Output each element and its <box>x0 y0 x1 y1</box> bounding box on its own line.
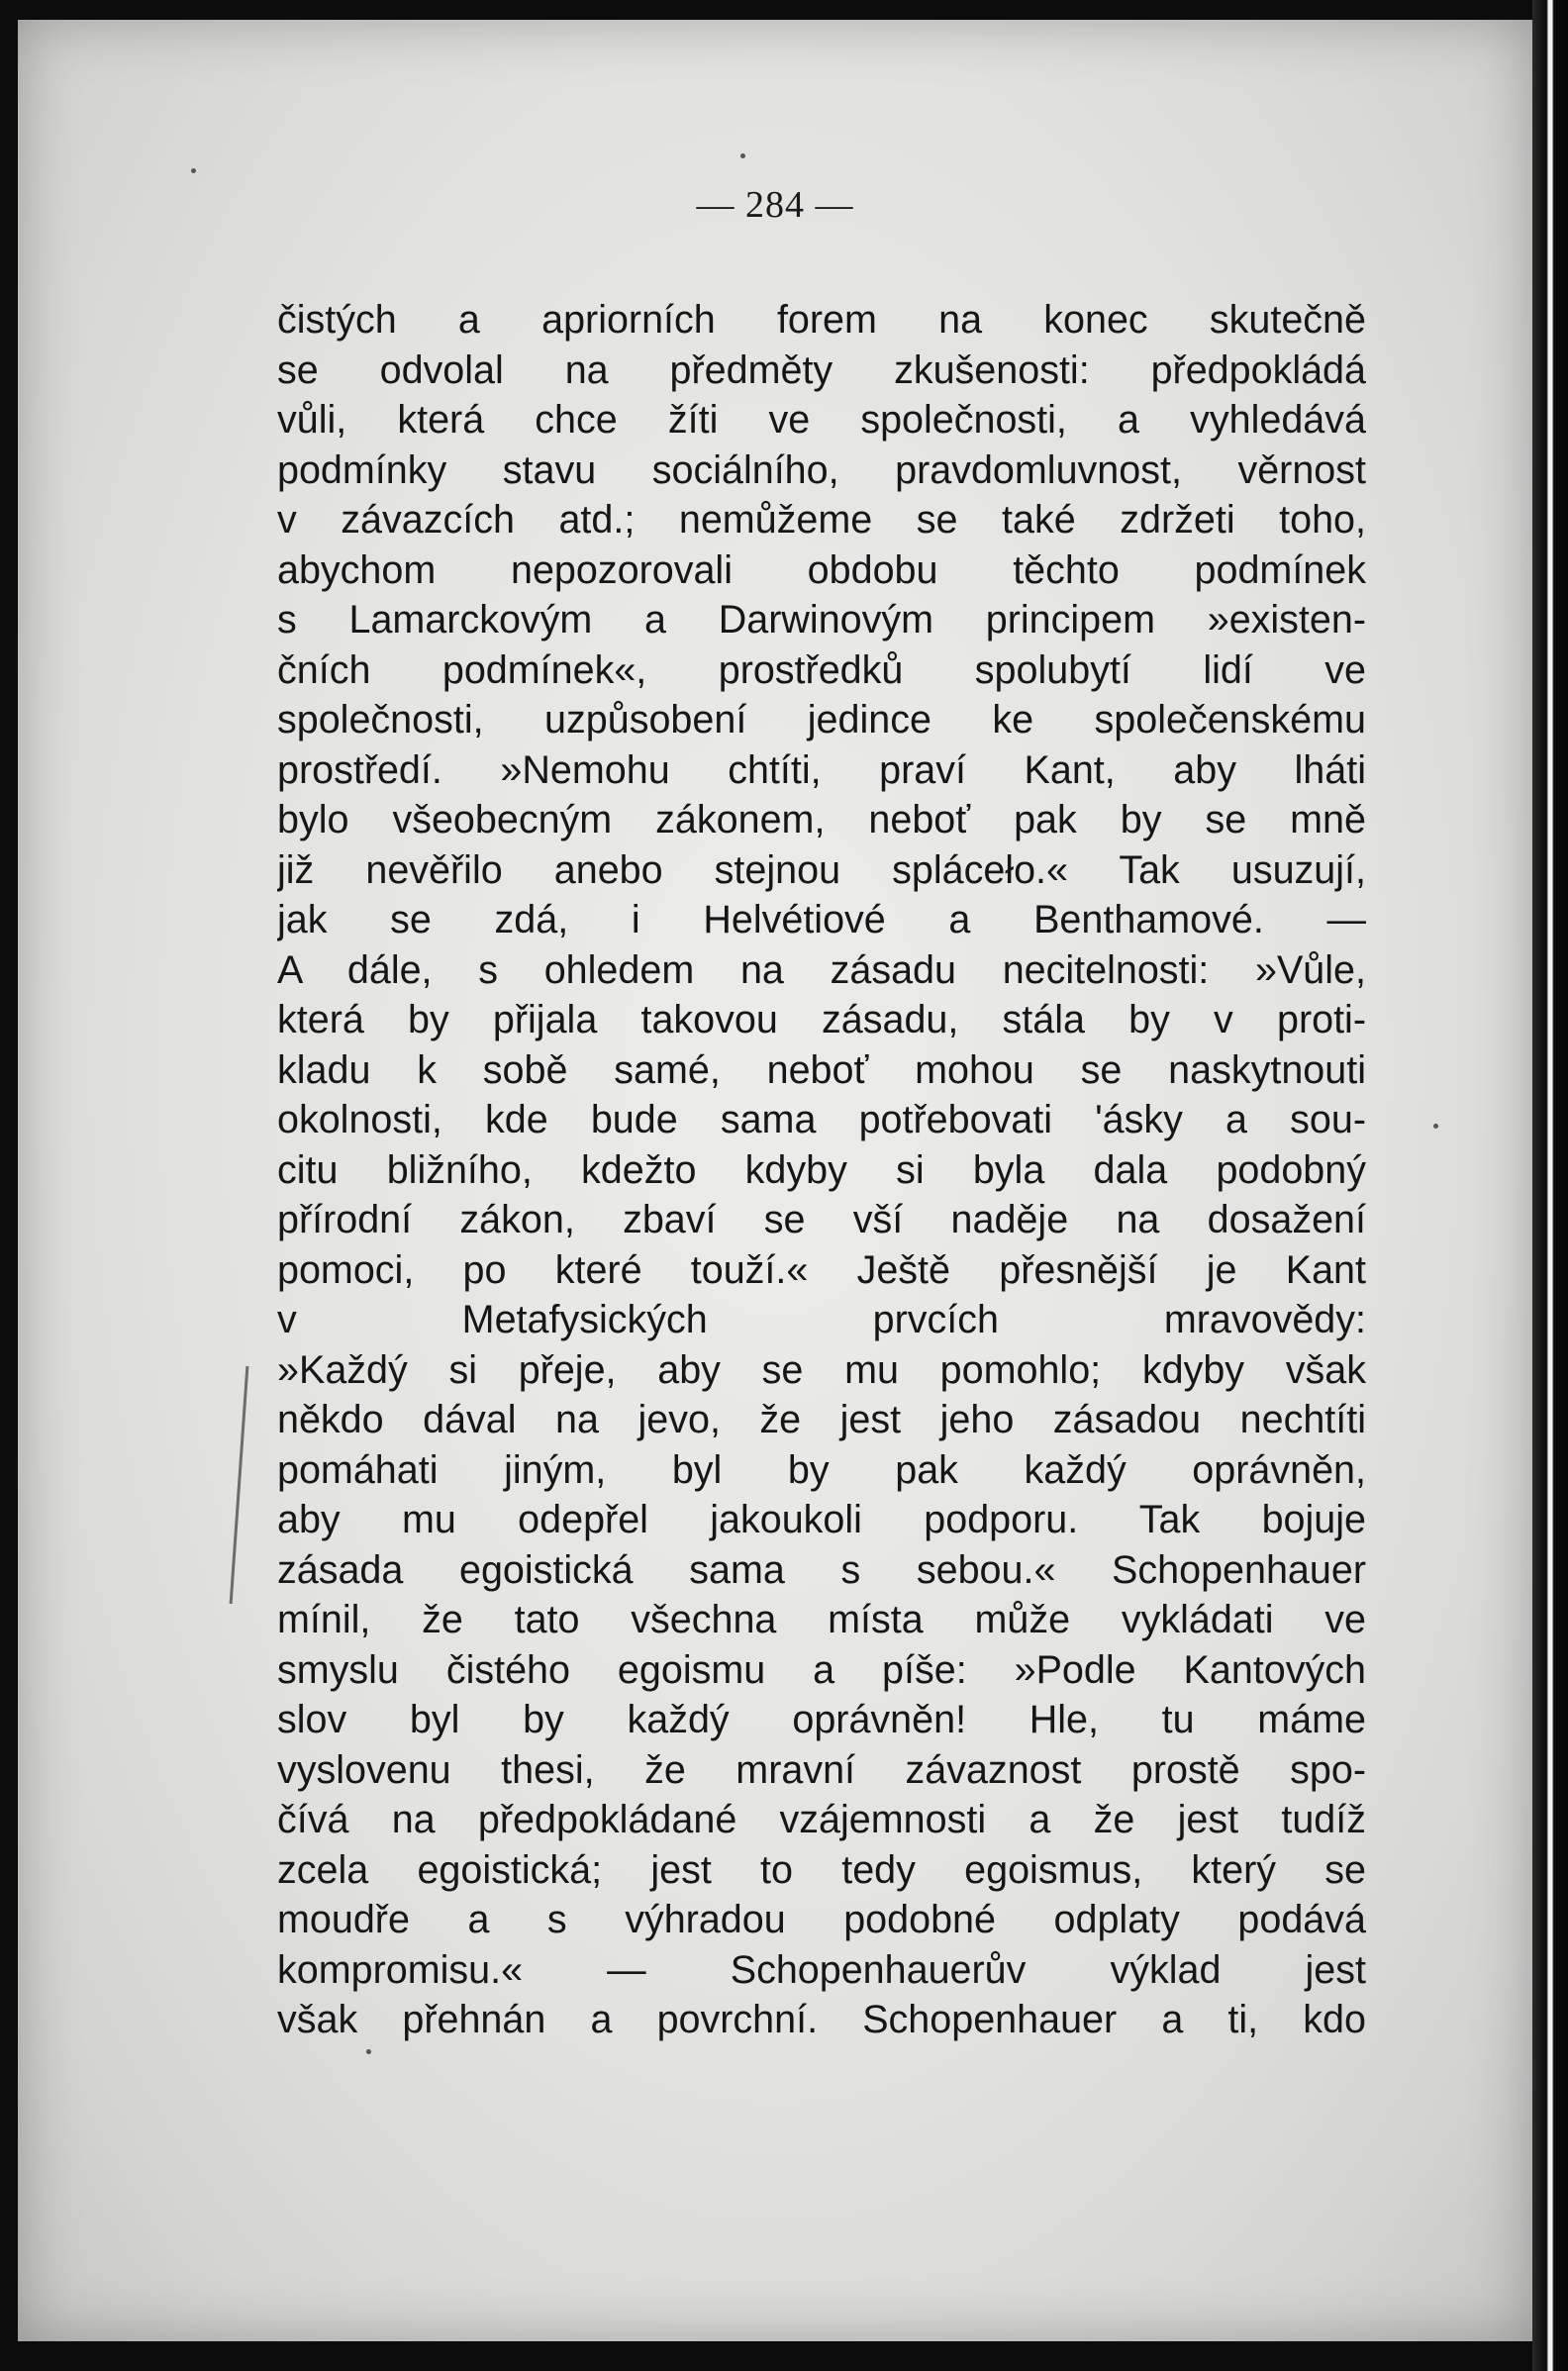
text-line: kladu k sobě samé, neboť mohou se naskytnouti <box>277 1047 1366 1092</box>
text-line: smyslu čistého egoismu a píše: »Podle Kantových <box>277 1647 1366 1692</box>
text-line: prostředí. »Nemohu chtíti, praví Kant, aby lháti <box>277 747 1366 792</box>
text-line: »Každý si přeje, aby se mu pomohlo; kdyby však <box>277 1347 1366 1392</box>
text-line: mínil, že tato všechna místa může vykládati ve <box>277 1598 1366 1641</box>
text-line: vůli, která chce žíti ve společnosti, a vyhledává <box>277 398 1366 442</box>
text-line: podmínky stavu sociálního, pravdomluvnost, věrnost <box>277 447 1366 492</box>
text-line: pomáhati jiným, byl by pak každý oprávněn, <box>277 1447 1366 1492</box>
page-edge-binding <box>1532 0 1568 2371</box>
text-line: citu bližního, kdežto kdyby si byla dala podobný <box>277 1147 1366 1192</box>
text-line: však přehnán a povrchní. Schopenhauer a ti, kdo <box>277 1998 1366 2041</box>
text-line: se odvolal na předměty zkušenosti: předpokládá <box>277 347 1366 392</box>
text-line: vyslovenu thesi, že mravní závaznost prostě spo- <box>277 1747 1366 1792</box>
scan-speck <box>366 2049 371 2054</box>
text-line: přírodní zákon, zbaví se vší naděje na dosažení <box>277 1198 1366 1241</box>
scan-speck <box>1433 1124 1438 1129</box>
text-line: někdo dával na jevo, že jest jeho zásadou nechtíti <box>277 1398 1366 1441</box>
text-line: jak se zdá, i Helvétiové a Benthamové. — <box>277 898 1366 941</box>
text-line: čívá na předpokládané vzájemnosti a že jest tudíž <box>277 1798 1366 1841</box>
text-line: v Metafysických prvcích mravovědy: <box>277 1298 1366 1341</box>
text-line: s Lamarckovým a Darwinovým principem »existen- <box>277 598 1366 642</box>
page-body-text <box>277 295 1366 2045</box>
text-line: společnosti, uzpůsobení jedince ke společenskému <box>277 698 1366 741</box>
text-line: okolnosti, kde bude sama potřebovati 'ásky a sou- <box>277 1098 1366 1141</box>
text-line: čistých a apriorních forem na konec skutečně <box>277 298 1366 342</box>
text-line: A dále, s ohledem na zásadu necitelnosti: »Vůle, <box>277 947 1366 992</box>
text-line: moudře a s výhradou podobné odplaty podává <box>277 1898 1366 1941</box>
scan-speck <box>740 153 745 158</box>
margin-pencil-mark <box>230 1366 257 1604</box>
scan-speck <box>191 168 196 173</box>
text-line: již nevěřilo anebo stejnou spláceło.« Tak usuzují, <box>277 847 1366 892</box>
text-line: která by přijala takovou zásadu, stála by v proti- <box>277 998 1366 1041</box>
text-line: zásada egoistická sama s sebou.« Schopenhauer <box>277 1547 1366 1592</box>
book-page <box>18 20 1532 2341</box>
text-line: čních podmínek«, prostředků spolubytí lidí ve <box>277 647 1366 692</box>
text-line: abychom nepozorovali obdobu těchto podmínek <box>277 547 1366 592</box>
text-line: slov byl by každý oprávněn! Hle, tu máme <box>277 1698 1366 1741</box>
page-number: — 284 — <box>696 184 854 226</box>
text-line: bylo všeobecným zákonem, neboť pak by se mně <box>277 798 1366 841</box>
text-line: aby mu odepřel jakoukoli podporu. Tak bojuje <box>277 1498 1366 1541</box>
text-line: kompromisu.« — Schopenhauerův výklad jest <box>277 1947 1366 1992</box>
text-line: pomoci, po které touží.« Ještě přesnější je Kant <box>277 1247 1366 1292</box>
text-line: v závazcích atd.; nemůžeme se také zdržeti toho, <box>277 498 1366 542</box>
text-line: zcela egoistická; jest to tedy egoismus, který se <box>277 1847 1366 1892</box>
